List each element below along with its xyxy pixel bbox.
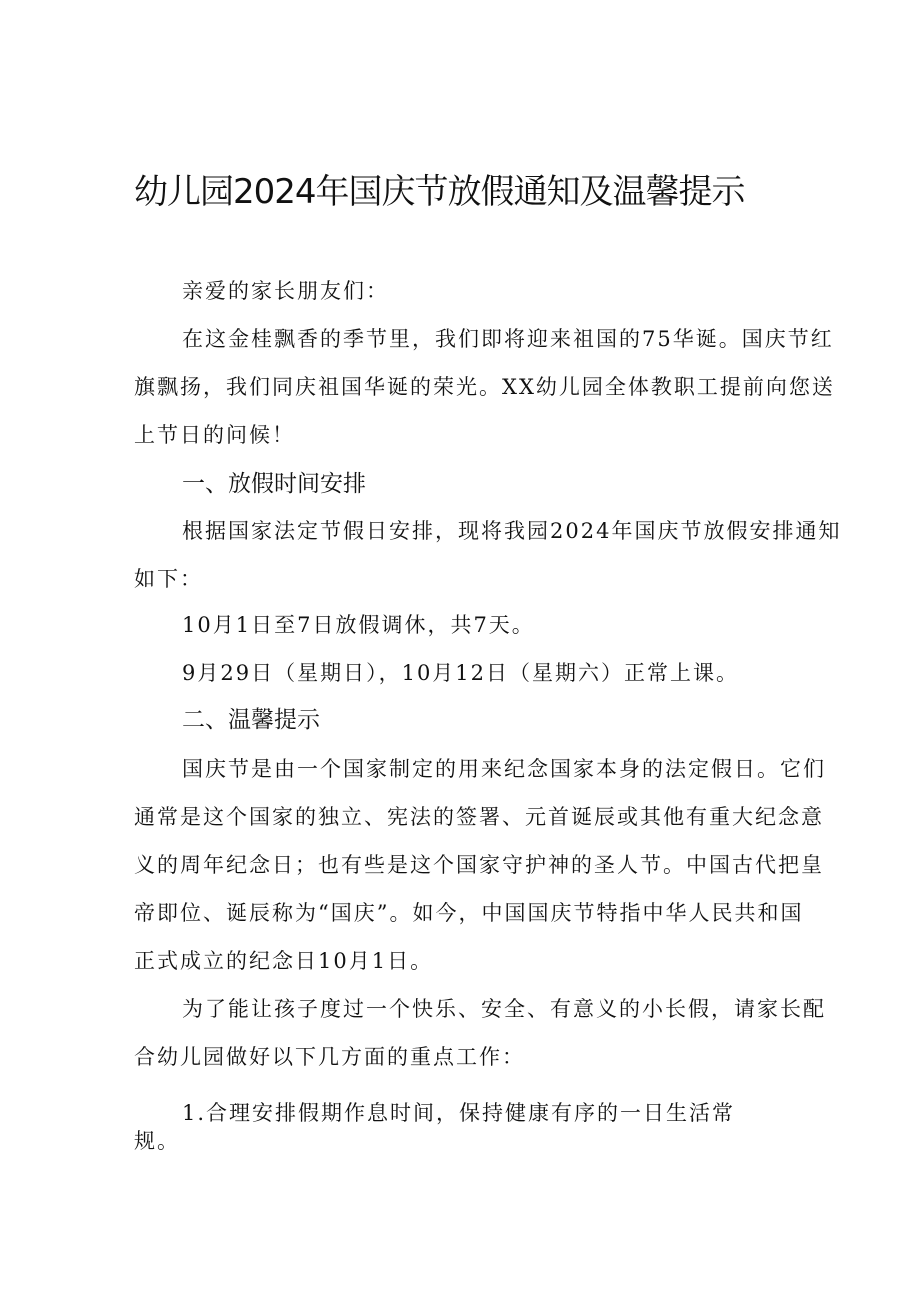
section2-paragraph2-line-1: 为了能让孩子度过一个快乐、安全、有意义的小长假，请家长配	[182, 997, 826, 1021]
section2-heading: 二、温馨提示	[182, 707, 320, 733]
schedule-item-1: 10月1日至7日放假调休，共7天。	[182, 613, 535, 637]
list-item-1-line-1: 1.合理安排假期作息时间，保持健康有序的一日生活常	[182, 1101, 736, 1125]
schedule-item-2: 9月29日（星期日），10月12日（星期六）正常上课。	[182, 661, 740, 685]
intro-line-3: 上节日的问候！	[134, 423, 295, 447]
greeting: 亲爱的家长朋友们：	[182, 279, 389, 303]
section2-paragraph2-line-2: 合幼儿园做好以下几方面的重点工作：	[134, 1045, 525, 1069]
section2-paragraph1-line-4: 帝即位、诞辰称为“国庆”。如今，中国国庆节特指中华人民共和国	[134, 901, 804, 925]
document-title: 幼儿园2024年国庆节放假通知及温馨提示	[134, 172, 745, 212]
intro-line-1: 在这金桂飘香的季节里，我们即将迎来祖国的75华诞。国庆节红	[182, 327, 834, 351]
section1-heading: 一、放假时间安排	[182, 471, 366, 497]
section2-paragraph1-line-3: 义的周年纪念日；也有些是这个国家守护神的圣人节。中国古代把皇	[134, 853, 824, 877]
section1-paragraph-line-2: 如下：	[134, 567, 203, 591]
section2-paragraph1-line-1: 国庆节是由一个国家制定的用来纪念国家本身的法定假日。它们	[182, 757, 826, 781]
section2-paragraph1-line-5: 正式成立的纪念日10月1日。	[134, 949, 434, 973]
intro-line-2: 旗飘扬，我们同庆祖国华诞的荣光。XX幼儿园全体教职工提前向您送	[134, 375, 835, 399]
section2-paragraph1-line-2: 通常是这个国家的独立、宪法的签署、元首诞辰或其他有重大纪念意	[134, 805, 824, 829]
section1-paragraph-line-1: 根据国家法定节假日安排，现将我园2024年国庆节放假安排通知	[182, 519, 842, 543]
list-item-1-line-2: 规。	[134, 1129, 180, 1153]
